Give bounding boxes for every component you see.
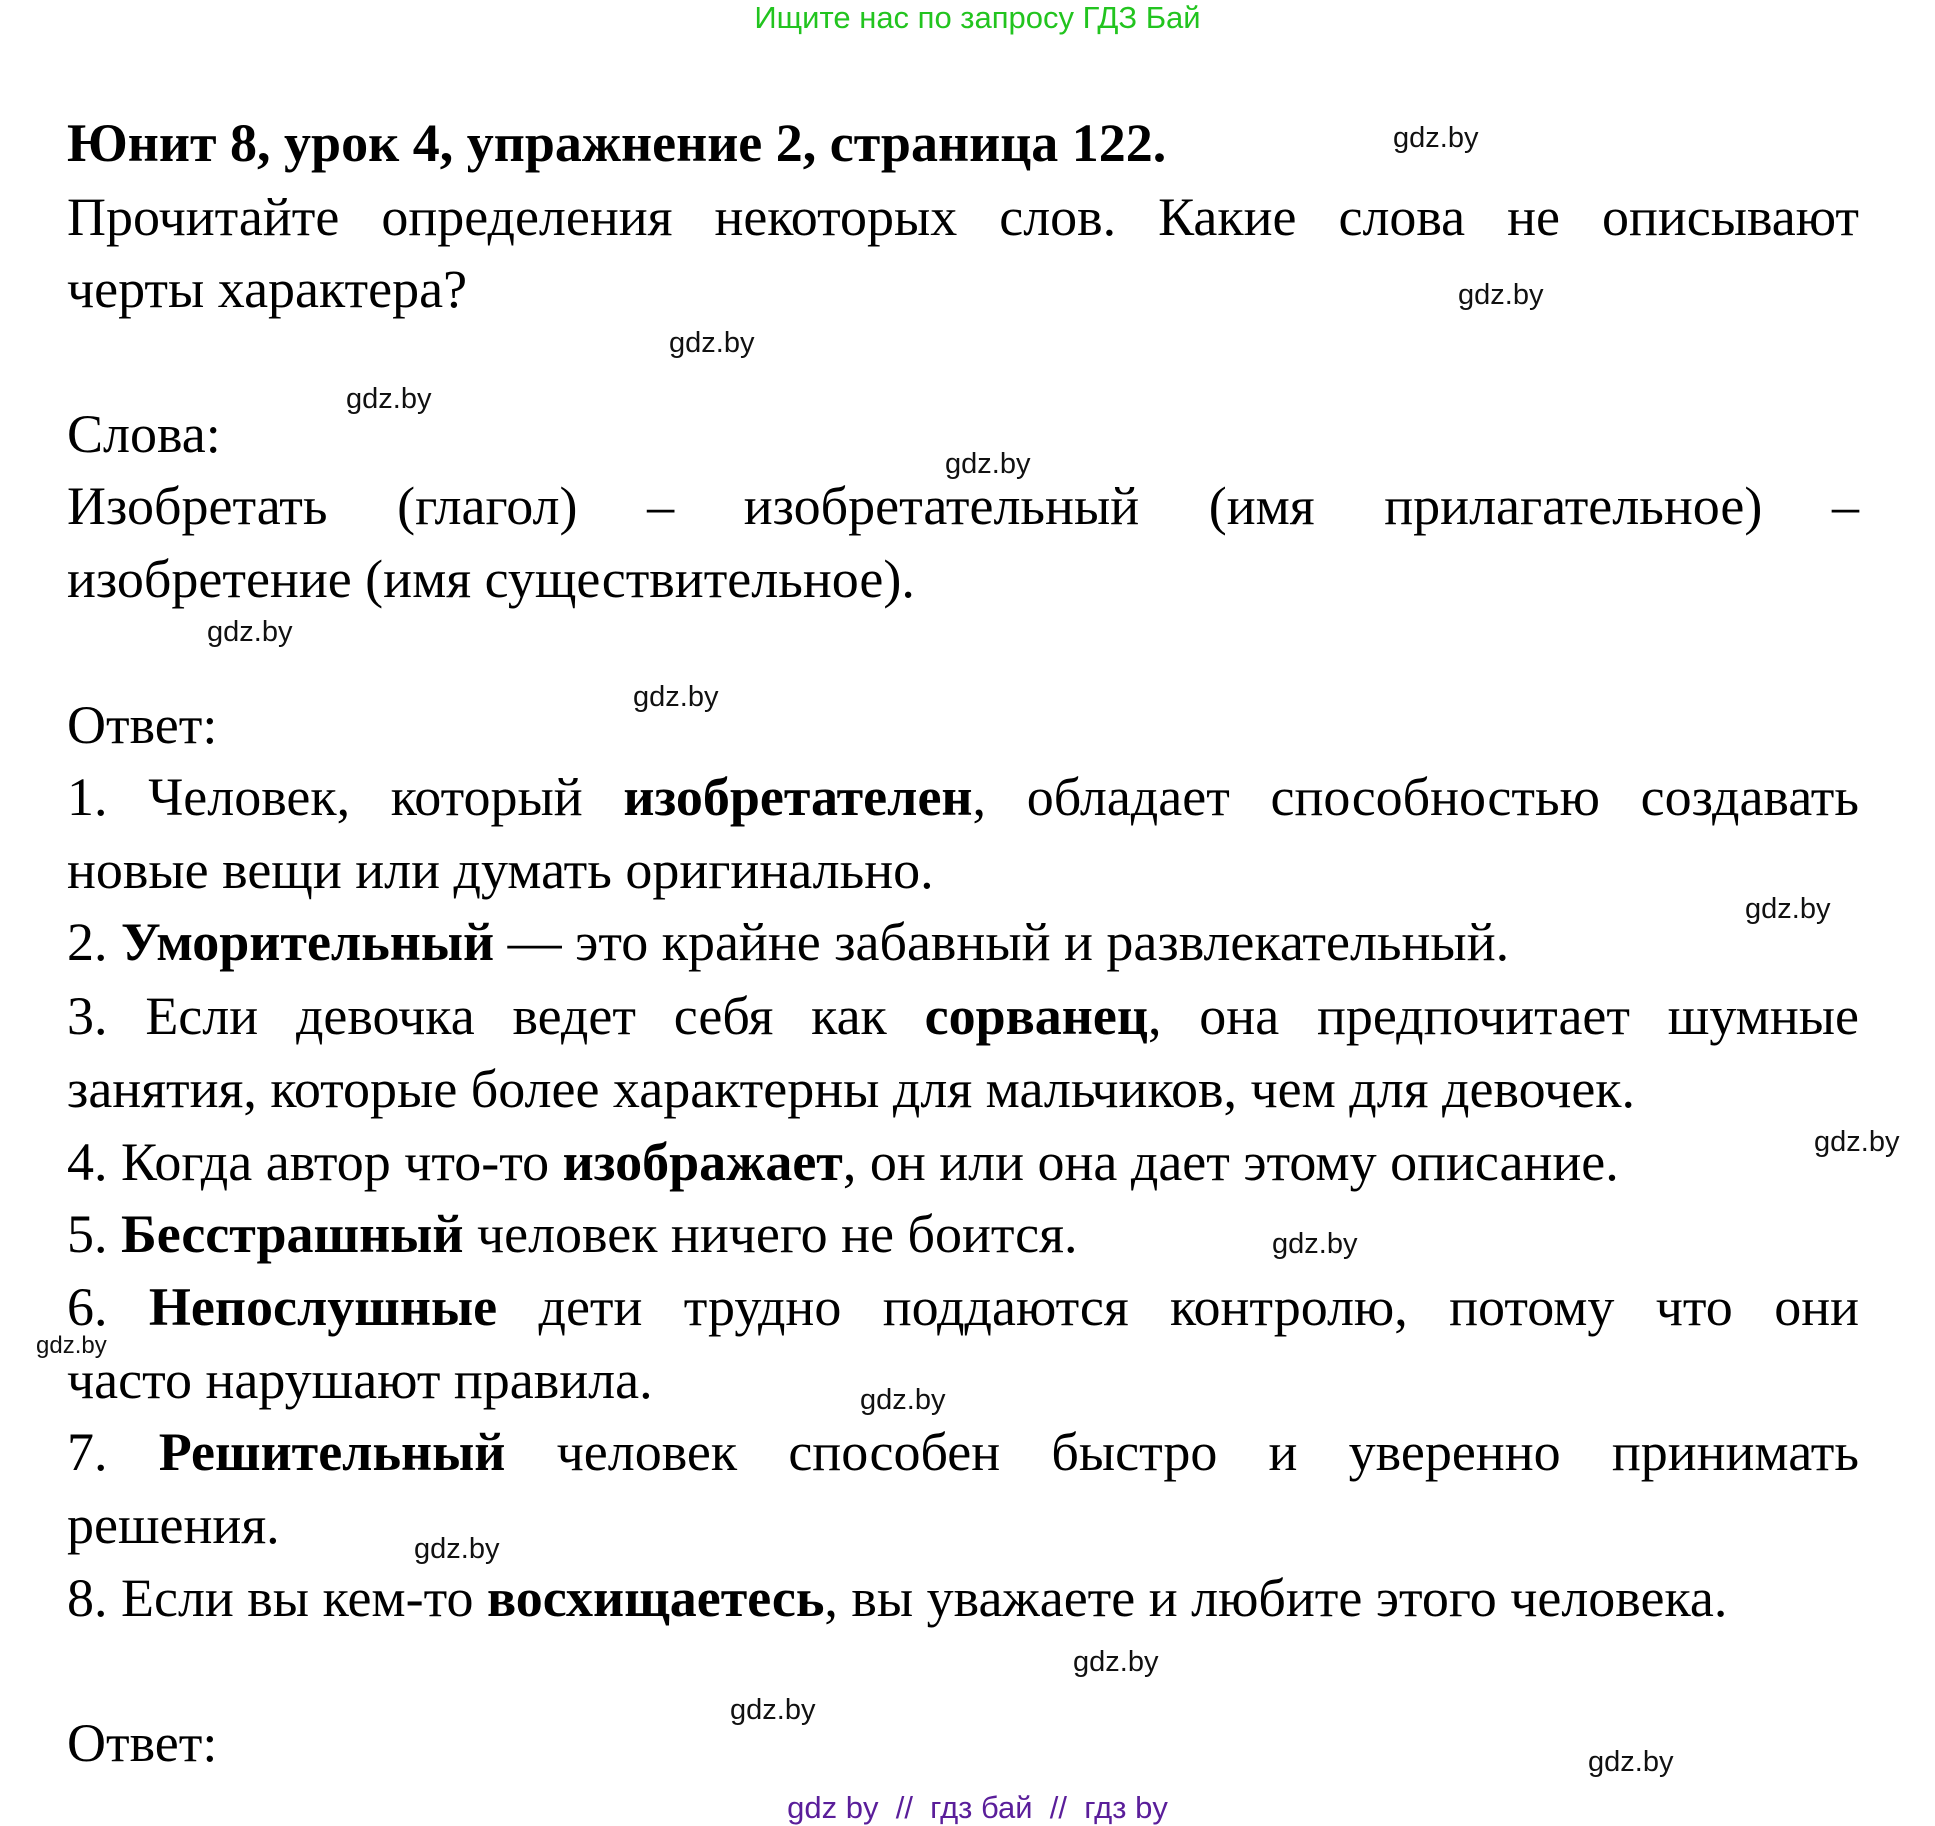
page-title: Юнит 8, урок 4, упражнение 2, страница 122. — [67, 113, 1167, 173]
watermark: gdz.by — [346, 383, 432, 415]
watermark: gdz.by — [207, 616, 293, 648]
answer-item-3-cont: занятия, которые более характерны для мальчиков, чем для девочек. — [67, 1059, 1636, 1119]
answer-item-7-cont: решения. — [67, 1495, 280, 1555]
answer-item-8: 8. Если вы кем-то восхищаетесь, вы уважаете и любите этого человека. — [67, 1568, 1728, 1628]
footer-links — [0, 1790, 1935, 1826]
task-text-line-2: черты характера? — [67, 259, 468, 319]
words-line-1: Изобретать (глагол) – изобретательный (имя прилагательное) – — [67, 476, 1859, 536]
watermark: gdz.by — [1814, 1126, 1900, 1158]
words-label: Слова: — [67, 404, 221, 464]
watermark: gdz.by — [36, 1332, 107, 1359]
answer-item-5: 5. Бесстрашный человек ничего не боится. — [67, 1204, 1078, 1264]
footer-text[interactable]: gdz by // гдз бай // гдз by — [787, 1790, 1168, 1825]
watermark: gdz.by — [730, 1694, 816, 1726]
watermark: gdz.by — [1073, 1646, 1159, 1678]
watermark: gdz.by — [669, 327, 755, 359]
answer-label: Ответ: — [67, 695, 218, 755]
words-line-2: изобретение (имя существительное). — [67, 549, 915, 609]
watermark: gdz.by — [633, 681, 719, 713]
watermark: gdz.by — [414, 1533, 500, 1565]
answer-item-4: 4. Когда автор что-то изображает, он или она дает этому описание. — [67, 1132, 1619, 1192]
task-text-line-1: Прочитайте определения некоторых слов. Какие слова не описывают — [67, 187, 1859, 247]
answer-item-2: 2. Уморительный — это крайне забавный и развлекательный. — [67, 912, 1510, 972]
answer-item-1: 1. Человек, который изобретателен, обладает способностью создавать — [67, 767, 1859, 827]
answer-item-6: 6. Непослушные дети трудно поддаются контролю, потому что они — [67, 1277, 1859, 1337]
answer-item-6-cont: часто нарушают правила. — [67, 1350, 653, 1410]
watermark: gdz.by — [945, 448, 1031, 480]
watermark: gdz.by — [1745, 893, 1831, 925]
watermark: gdz.by — [1272, 1228, 1358, 1260]
watermark: gdz.by — [1458, 279, 1544, 311]
watermark: gdz.by — [1588, 1746, 1674, 1778]
answer-item-3: 3. Если девочка ведет себя как сорванец, она предпочитает шумные — [67, 986, 1859, 1046]
answer-item-7: 7. Решительный человек способен быстро и уверенно принимать — [67, 1422, 1860, 1482]
watermark: gdz.by — [860, 1384, 946, 1416]
answer-item-1-cont: новые вещи или думать оригинально. — [67, 840, 934, 900]
answer-label-2: Ответ: — [67, 1713, 218, 1773]
watermark: gdz.by — [1393, 122, 1479, 154]
search-banner: Ищите нас по запросу ГДЗ Бай — [754, 0, 1201, 35]
